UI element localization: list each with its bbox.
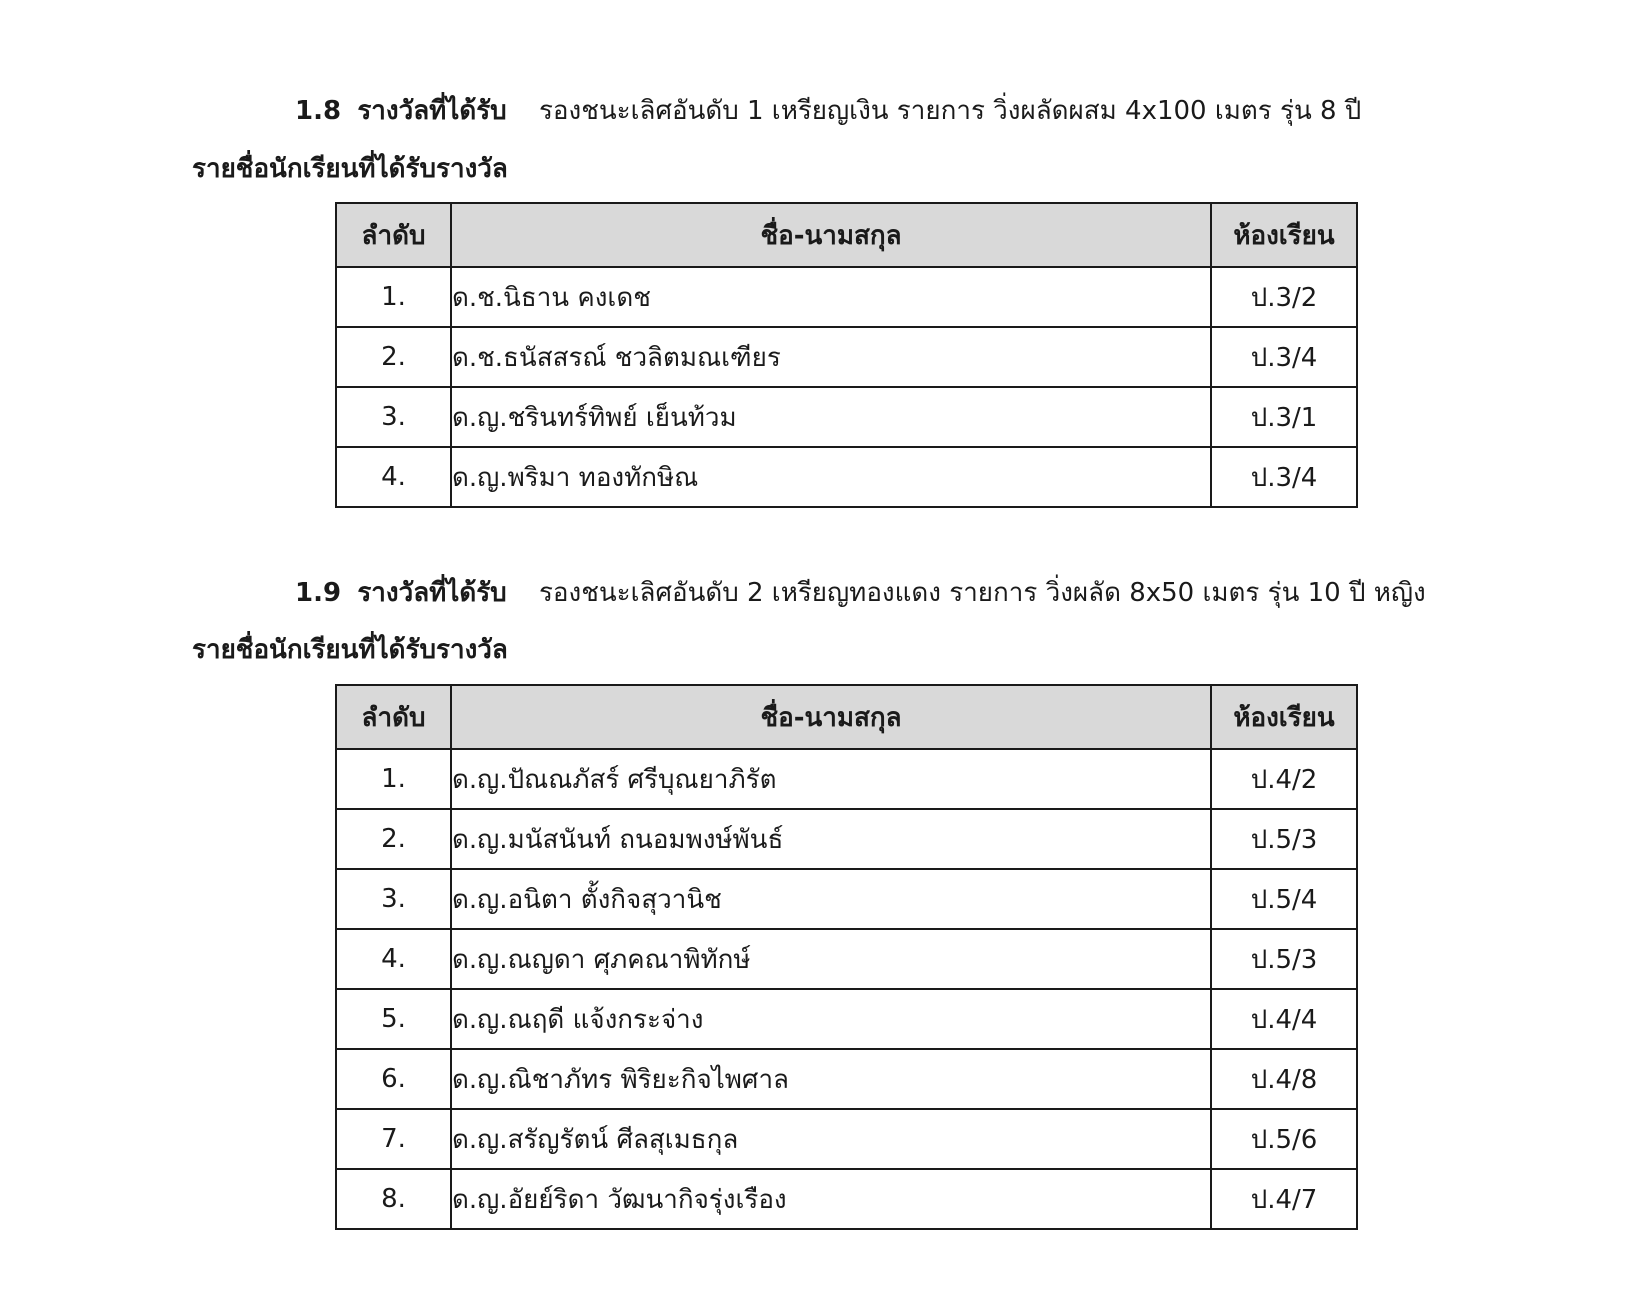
row-room: ป.3/1 bbox=[1211, 387, 1357, 447]
row-room: ป.5/4 bbox=[1211, 869, 1357, 929]
table-row bbox=[336, 387, 1357, 447]
row-order: 6. bbox=[336, 1049, 451, 1109]
row-order: 7. bbox=[336, 1109, 451, 1169]
row-name: ด.ญ.อัยย์ริดา วัฒนากิจรุ่งเรือง bbox=[451, 1169, 1211, 1229]
row-order: 4. bbox=[336, 929, 451, 989]
row-order: 5. bbox=[336, 989, 451, 1049]
table-row bbox=[336, 809, 1357, 869]
row-order: 8. bbox=[336, 1169, 451, 1229]
table-row bbox=[336, 267, 1357, 327]
row-room: ป.5/3 bbox=[1211, 929, 1357, 989]
row-name: ด.ญ.มนัสนันท์ ถนอมพงษ์พันธ์ bbox=[451, 809, 1211, 869]
row-name: ด.ญ.พริมา ทองทักษิณ bbox=[451, 447, 1211, 507]
row-order: 1. bbox=[336, 267, 451, 327]
table-row bbox=[336, 869, 1357, 929]
row-name: ด.ญ.อนิตา ตั้งกิจสุวานิช bbox=[451, 869, 1211, 929]
column-header-name: ชื่อ-นามสกุล bbox=[451, 203, 1211, 267]
award-table-1-8 bbox=[335, 202, 1358, 508]
row-room: ป.3/2 bbox=[1211, 267, 1357, 327]
table-row bbox=[336, 749, 1357, 809]
table-row bbox=[336, 929, 1357, 989]
award-number: 1.8 bbox=[295, 96, 342, 126]
award-line-1-9 bbox=[295, 573, 1426, 613]
table-row bbox=[336, 1109, 1357, 1169]
table-row bbox=[336, 1169, 1357, 1229]
row-name: ด.ญ.ชรินทร์ทิพย์ เย็นท้วม bbox=[451, 387, 1211, 447]
award-label: รางวัลที่ได้รับ bbox=[357, 96, 507, 126]
column-header-order: ลำดับ bbox=[336, 685, 451, 749]
award-detail: รองชนะเลิศอันดับ 2 เหรียญทองแดง รายการ วิ่งผลัด 8x50 เมตร รุ่น 10 ปี หญิง bbox=[538, 578, 1426, 608]
table-row bbox=[336, 989, 1357, 1049]
row-room: ป.4/7 bbox=[1211, 1169, 1357, 1229]
column-header-order: ลำดับ bbox=[336, 203, 451, 267]
column-header-room: ห้องเรียน bbox=[1211, 685, 1357, 749]
row-name: ด.ช.นิธาน คงเดช bbox=[451, 267, 1211, 327]
row-name: ด.ญ.ณฤดี แจ้งกระจ่าง bbox=[451, 989, 1211, 1049]
row-order: 3. bbox=[336, 869, 451, 929]
row-name: ด.ญ.ณิชาภัทร พิริยะกิจไพศาล bbox=[451, 1049, 1211, 1109]
award-label: รางวัลที่ได้รับ bbox=[357, 578, 507, 608]
row-room: ป.4/2 bbox=[1211, 749, 1357, 809]
row-room: ป.5/6 bbox=[1211, 1109, 1357, 1169]
award-number: 1.9 bbox=[295, 578, 342, 608]
row-order: 4. bbox=[336, 447, 451, 507]
table-header-row bbox=[336, 685, 1357, 749]
award-table-1-9 bbox=[335, 684, 1358, 1230]
table-header-row bbox=[336, 203, 1357, 267]
award-detail: รองชนะเลิศอันดับ 1 เหรียญเงิน รายการ วิ่งผลัดผสม 4x100 เมตร รุ่น 8 ปี bbox=[538, 96, 1362, 126]
award-line-1-8 bbox=[295, 91, 1361, 131]
row-order: 1. bbox=[336, 749, 451, 809]
row-name: ด.ช.ธนัสสรณ์ ชวลิตมณเฑียร bbox=[451, 327, 1211, 387]
row-room: ป.3/4 bbox=[1211, 327, 1357, 387]
table-row bbox=[336, 1049, 1357, 1109]
row-name: ด.ญ.สรัญรัตน์ ศีลสุเมธกุล bbox=[451, 1109, 1211, 1169]
row-room: ป.4/8 bbox=[1211, 1049, 1357, 1109]
row-order: 2. bbox=[336, 327, 451, 387]
row-name: ด.ญ.ณญดา ศุภคณาพิทักษ์ bbox=[451, 929, 1211, 989]
column-header-room: ห้องเรียน bbox=[1211, 203, 1357, 267]
row-name: ด.ญ.ปัณณภัสร์ ศรีบุณยาภิรัต bbox=[451, 749, 1211, 809]
row-room: ป.3/4 bbox=[1211, 447, 1357, 507]
column-header-name: ชื่อ-นามสกุล bbox=[451, 685, 1211, 749]
row-room: ป.4/4 bbox=[1211, 989, 1357, 1049]
table-row bbox=[336, 327, 1357, 387]
list-heading: รายชื่อนักเรียนที่ได้รับรางวัล bbox=[192, 154, 508, 184]
list-heading: รายชื่อนักเรียนที่ได้รับรางวัล bbox=[192, 635, 508, 665]
table-row bbox=[336, 447, 1357, 507]
row-room: ป.5/3 bbox=[1211, 809, 1357, 869]
row-order: 3. bbox=[336, 387, 451, 447]
row-order: 2. bbox=[336, 809, 451, 869]
